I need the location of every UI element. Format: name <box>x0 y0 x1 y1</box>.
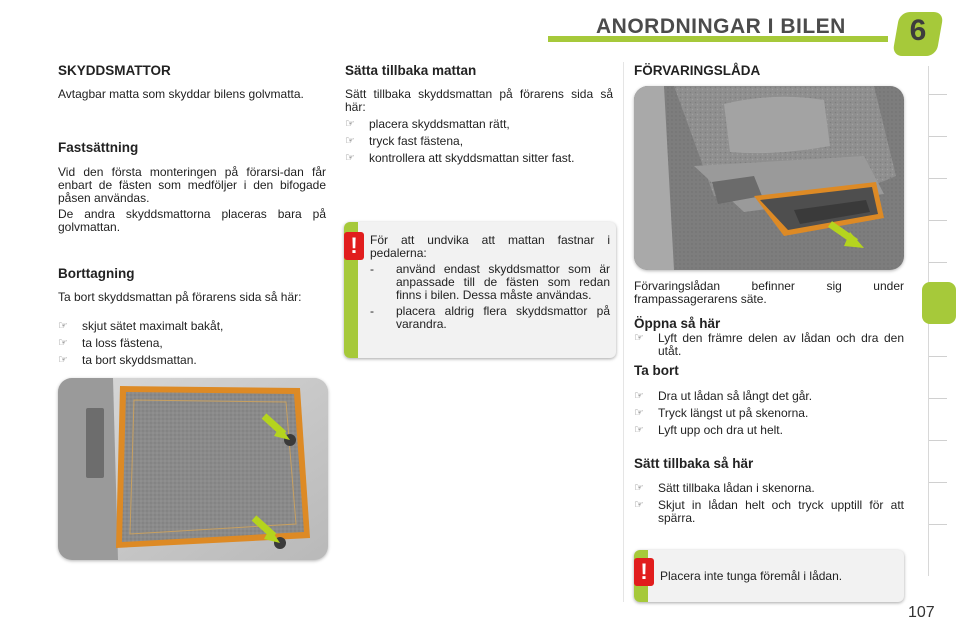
section-title-satt-tillbaka: Sätt tillbaka så här <box>634 456 754 471</box>
pointing-hand-icon: ☞ <box>58 320 68 332</box>
column-divider <box>623 62 624 602</box>
list-item: ☞ Lyft upp och dra ut helt. <box>634 423 783 437</box>
list-item: ☞ placera skyddsmattan rätt, <box>345 117 510 131</box>
index-tick <box>929 220 947 221</box>
list-item: ☞ ta loss fästena, <box>58 336 163 350</box>
index-tick <box>929 136 947 137</box>
floor-mat-illustration <box>58 378 328 560</box>
warning-list <box>370 263 610 331</box>
section-title-oppna: Öppna så här <box>634 316 721 331</box>
satta-tillbaka-text: Sätt tillbaka skyddsmattan på förarens sida så här: <box>345 87 613 114</box>
section-title-ta-bort: Ta bort <box>634 363 679 378</box>
satt-tillbaka-list <box>634 482 904 529</box>
warning-icon: ! <box>634 558 654 586</box>
section-title-fastsattning: Fastsättning <box>58 140 139 155</box>
chapter-number: 6 <box>909 14 927 47</box>
index-tick <box>929 356 947 357</box>
pointing-hand-icon: ☞ <box>634 407 644 419</box>
list-item: ☞ Dra ut lådan så långt det går. <box>634 389 813 403</box>
page-number: 107 <box>908 604 935 621</box>
pointing-hand-icon: ☞ <box>345 152 355 164</box>
pointing-hand-icon: ☞ <box>58 337 68 349</box>
borttagning-list <box>58 320 326 371</box>
list-item: ☞ tryck fast fästena, <box>345 134 464 148</box>
list-item: ☞ Skjut in lådan helt och tryck upptill för att spärra. <box>634 498 904 525</box>
pointing-hand-icon: ☞ <box>634 424 644 436</box>
index-tick <box>929 94 947 95</box>
warning-text <box>370 234 610 331</box>
fastsattning-text: Vid den första monteringen på förarsi-dan får enbart de fästen som medföljer i den bifogade påsen användas. <box>58 165 326 205</box>
index-tick <box>929 178 947 179</box>
oppna-list <box>634 332 904 362</box>
section-title-forvaringslada: FÖRVARINGSLÅDA <box>634 63 761 78</box>
storage-drawer-illustration <box>634 86 904 270</box>
list-item: ☞ kontrollera att skyddsmattan sitter fast. <box>345 151 575 165</box>
list-item: ☞ ta bort skyddsmattan. <box>58 353 197 367</box>
section-title-skyddsmattor: SKYDDSMATTOR <box>58 63 171 78</box>
warning-box-storage <box>634 550 904 602</box>
section-title-satta-tillbaka: Sätta tillbaka mattan <box>345 63 477 78</box>
list-item: ☞ skjut sätet maximalt bakåt, <box>58 319 224 333</box>
list-item: - placera aldrig flera skyddsmattor på varandra. <box>370 304 610 331</box>
list-item: ☞ Lyft den främre delen av lådan och dra den utåt. <box>634 331 904 358</box>
list-item: ☞ Sätt tillbaka lådan i skenorna. <box>634 481 815 495</box>
satta-tillbaka-list <box>345 118 613 169</box>
storage-caption: Förvaringslådan befinner sig under frampassagerarens säte. <box>634 279 904 306</box>
intro-text: Avtagbar matta som skyddar bilens golvmatta. <box>58 87 304 101</box>
warning-text: Placera inte tunga föremål i lådan. <box>660 569 843 583</box>
active-chapter-tab[interactable] <box>922 282 956 324</box>
borttagning-text: Ta bort skyddsmattan på förarens sida så här: <box>58 290 302 304</box>
index-tick <box>929 398 947 399</box>
warning-icon: ! <box>344 232 364 260</box>
pointing-hand-icon: ☞ <box>58 354 68 366</box>
list-item: - använd endast skyddsmattor som är anpassade till de fästen som redan finns i bilen. Dessa måste användas. <box>370 262 610 302</box>
fastsattning-text-2: De andra skyddsmattorna placeras bara på golvmattan. <box>58 207 326 234</box>
warning-intro: För att undvika att mattan fastnar i pedalerna: <box>370 233 610 260</box>
pointing-hand-icon: ☞ <box>634 499 644 511</box>
warning-box-pedals <box>344 222 616 358</box>
index-tick <box>929 262 947 263</box>
ta-bort-list <box>634 390 904 441</box>
pointing-hand-icon: ☞ <box>345 118 355 130</box>
index-tick <box>929 482 947 483</box>
pointing-hand-icon: ☞ <box>634 482 644 494</box>
storage-drawer-drawing <box>634 86 904 270</box>
floor-mat-drawing <box>58 378 328 560</box>
pointing-hand-icon: ☞ <box>634 332 644 344</box>
index-tick <box>929 524 947 525</box>
index-tick <box>929 440 947 441</box>
pointing-hand-icon: ☞ <box>345 135 355 147</box>
page-title: ANORDNINGAR I BILEN <box>596 15 846 38</box>
section-title-borttagning: Borttagning <box>58 266 135 281</box>
pointing-hand-icon: ☞ <box>634 390 644 402</box>
list-item: ☞ Tryck längst ut på skenorna. <box>634 406 809 420</box>
